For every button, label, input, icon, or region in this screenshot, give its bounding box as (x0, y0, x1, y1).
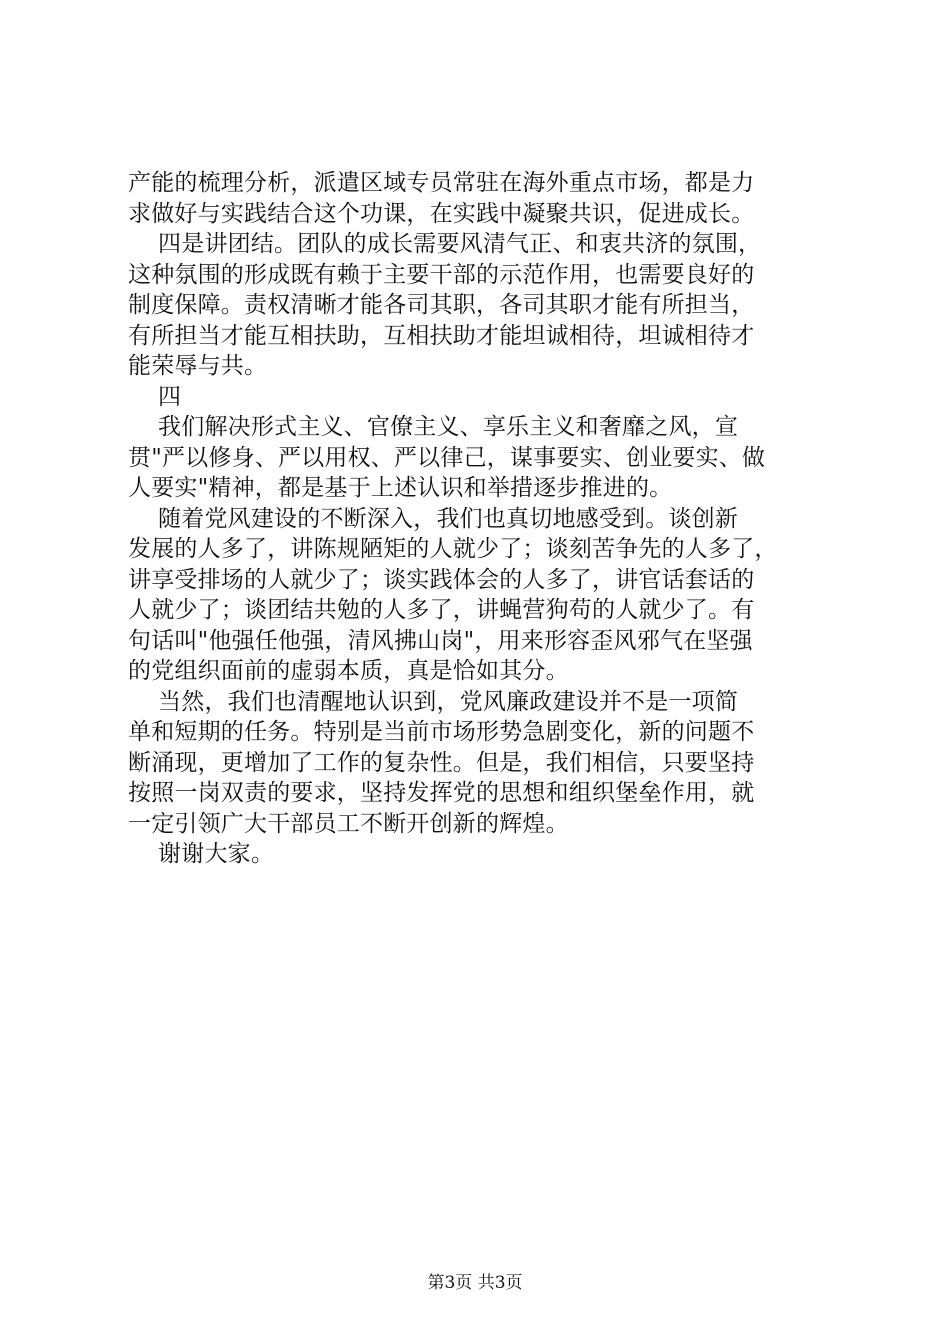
text-line: 按照一岗双责的要求，坚持发挥党的思想和组织堡垒作用，就 (128, 780, 755, 806)
text-line: 人就少了；谈团结共勉的人多了，讲蝇营狗苟的人就少了。有 (128, 597, 755, 623)
text-line: 单和短期的任务。特别是当前市场形势急剧变化，新的问题不 (128, 719, 755, 745)
text-line: 讲享受排场的人就少了；谈实践体会的人多了，讲官话套话的 (128, 566, 755, 593)
text-line: 制度保障。责权清晰才能各司其职，各司其职才能有所担当， (128, 292, 755, 318)
text-line: 求做好与实践结合这个功课，在实践中凝聚共识，促进成长。 (128, 200, 755, 227)
document-body (128, 168, 833, 870)
text-line: 断涌现，更增加了工作的复杂性。但是，我们相信，只要坚持 (128, 749, 755, 776)
text-line: 一定引领广大干部员工不断开创新的辉煌。 (128, 810, 569, 837)
text-line: 我们解决形式主义、官僚主义、享乐主义和奢靡之风，宣 (128, 414, 739, 440)
text-line: 发展的人多了，讲陈规陋矩的人就少了；谈刻苦争先的人多了， (128, 536, 778, 562)
text-line: 这种氛围的形成既有赖于主要干部的示范作用，也需要良好的 (128, 261, 755, 288)
text-line: 产能的梳理分析，派遣区域专员常驻在海外重点市场，都是力 (128, 170, 755, 196)
text-line: 能荣辱与共。 (128, 353, 268, 379)
page-number-footer: 第3页 共3页 (427, 1273, 523, 1293)
text-line: 当然，我们也清醒地认识到，党风廉政建设并不是一项简 (128, 688, 739, 715)
text-line: 有所担当才能互相扶助，互相扶助才能坦诚相待，坦诚相待才 (128, 322, 755, 349)
text-line: 贯"严以修身、严以用权、严以律己，谋事要实、创业要实、做 (128, 444, 766, 471)
text-line: 随着党风建设的不断深入，我们也真切地感受到。谈创新 (128, 505, 739, 532)
text-line: 句话叫"他强任他强，清风拂山岗"，用来形容歪风邪气在坚强 (128, 627, 753, 654)
closing-line: 谢谢大家。 (128, 841, 275, 867)
text-line: 的党组织面前的虚弱本质，真是恰如其分。 (128, 658, 569, 684)
text-line: 四是讲团结。团队的成长需要风清气正、和衷共济的氛围， (128, 231, 762, 257)
section-heading: 四 (128, 383, 182, 410)
text-line: 人要实"精神，都是基于上述认识和举措逐步推进的。 (128, 475, 673, 501)
